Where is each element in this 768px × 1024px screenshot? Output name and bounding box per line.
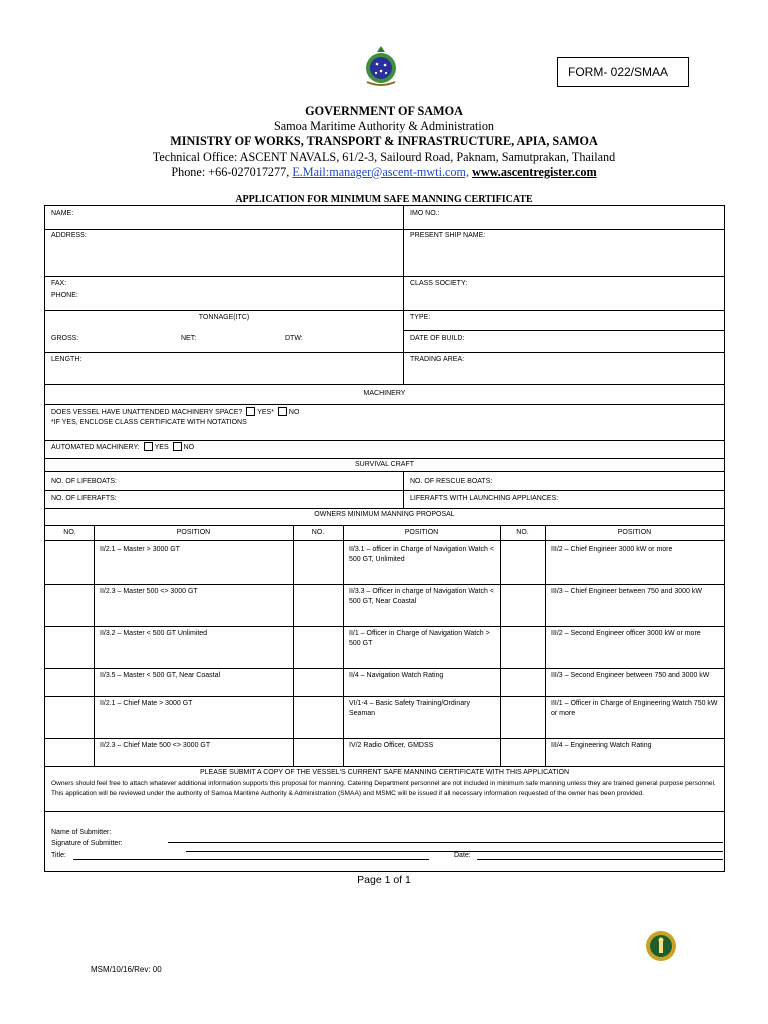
column-no-header: NO.	[516, 529, 529, 536]
position-cell: III/1 – Officer in Charge of Engineering Watch 750 kW or more	[551, 700, 718, 717]
column-divider	[343, 525, 344, 766]
position-cell: II/2.1 – Chief Mate > 3000 GT	[100, 700, 193, 707]
ship-name-label: PRESENT SHIP NAME:	[410, 232, 486, 239]
position-cell: II/3.3 – Officer in charge of Navigation Watch < 500 GT, Near Coastal	[349, 588, 494, 605]
header-authority: Samoa Maritime Authority & Administration	[273, 119, 495, 134]
row-divider	[45, 440, 724, 441]
submit-certificate-heading: PLEASE SUBMIT A COPY OF THE VESSEL'S CURRENT SAFE MANNING CERTIFICATE WITH THIS APPLICATION	[199, 769, 570, 776]
page-number: Page 1 of 1	[357, 874, 411, 886]
automated-machinery-row	[51, 442, 194, 453]
row-divider	[45, 738, 724, 739]
unattended-no-checkbox[interactable]	[278, 407, 287, 416]
date-label: Date:	[454, 852, 471, 859]
column-position-header: POSITION	[176, 529, 211, 536]
position-cell: VI/1-4 – Basic Safety Training/Ordinary Seaman	[349, 700, 470, 717]
position-cell: II/3.2 – Master < 500 GT Unlimited	[100, 630, 208, 637]
position-cell: III/4 – Engineering Watch Rating	[551, 742, 652, 749]
submit-instructions: Owners should feel free to attach whatever additional information supports this proposal for manning. Catering Department personnel are not included in minimum safe manning unless they are trained general purpose personnel. This application will be reviewed under the authority of Samoa Maritime Authority & Administration (SMAA) and MSMC will be issued if all necessary information requested of the owner has been provided.	[51, 780, 716, 797]
column-divider	[545, 525, 546, 766]
gross-label: GROSS:	[51, 335, 79, 342]
position-cell: II/1 – Officer in Charge of Navigation Watch > 500 GT	[349, 630, 490, 647]
imo-label: IMO NO.:	[410, 210, 440, 217]
position-cell: II/3.1 – officer in Charge of Navigation Watch < 500 GT, Unlimited	[349, 546, 494, 563]
stamp-badge-icon	[645, 930, 677, 962]
header-contact	[0, 165, 768, 180]
row-divider	[45, 384, 724, 385]
submitter-name-line[interactable]	[168, 842, 723, 843]
submitter-signature-label: Signature of Submitter:	[51, 840, 123, 847]
row-divider	[45, 540, 724, 541]
application-form	[44, 205, 725, 872]
row-divider	[45, 668, 724, 669]
survival-craft-heading: SURVIVAL CRAFT	[355, 461, 414, 468]
fax-label: FAX:	[51, 280, 67, 287]
column-no-header: NO.	[311, 529, 325, 536]
title-line[interactable]	[73, 859, 429, 860]
position-cell: II/2.1 – Master > 3000 GT	[100, 546, 180, 553]
unattended-machinery-label: DOES VESSEL HAVE UNATTENDED MACHINERY SPACE?	[51, 409, 243, 416]
unattended-machinery-question	[51, 407, 299, 418]
class-society-label: CLASS SOCIETY:	[410, 280, 468, 287]
automated-no-checkbox[interactable]	[173, 442, 182, 451]
dtw-label: DTW:	[285, 335, 303, 342]
unattended-yes-checkbox[interactable]	[246, 407, 255, 416]
position-cell: II/2.3 – Chief Mate 500 <> 3000 GT	[100, 742, 211, 749]
header-ministry: MINISTRY OF WORKS, TRANSPORT & INFRASTRUCTURE, APIA, SAMOA	[170, 134, 598, 149]
rescue-boats-label: NO. OF RESCUE BOATS:	[410, 478, 493, 485]
samoa-coat-of-arms-icon	[361, 44, 401, 88]
row-divider	[45, 508, 724, 509]
email-link[interactable]: E.Mail:manager@ascent-mwti.com,	[292, 164, 470, 179]
launching-appliances-label: LIFERAFTS WITH LAUNCHING APPLIANCES:	[410, 495, 559, 502]
document-revision-code: MSM/10/16/Rev: 00	[91, 965, 162, 974]
net-label: NET:	[181, 335, 197, 342]
header-government: GOVERNMENT OF SAMOA	[305, 104, 463, 118]
phone-label: PHONE:	[51, 292, 78, 299]
title-label: Title:	[51, 852, 66, 859]
position-cell: III/3 – Chief Engineer between 750 and 3000 kW	[551, 588, 702, 595]
row-divider	[45, 229, 724, 230]
automated-yes-label: YES	[154, 444, 169, 451]
unattended-no-label: NO	[288, 409, 300, 416]
position-cell: II/4 – Navigation Watch Rating	[349, 672, 444, 679]
type-label: TYPE:	[410, 314, 431, 321]
row-divider	[45, 626, 724, 627]
class-certificate-note: *IF YES, ENCLOSE CLASS CERTIFICATE WITH NOTATIONS	[51, 419, 247, 426]
position-cell: II/2.3 – Master 500 <> 3000 GT	[100, 588, 198, 595]
row-divider	[45, 458, 724, 459]
manning-proposal-heading: OWNERS MINIMUM MANNING PROPOSAL	[314, 511, 455, 518]
header-technical-office: Technical Office: ASCENT NAVALS, 61/2-3, Sailourd Road, Paknam, Samutprakan, Thailand	[152, 149, 616, 164]
row-divider	[45, 584, 724, 585]
position-cell: III/2 – Chief Engineer 3000 kW or more	[551, 546, 673, 553]
automated-yes-checkbox[interactable]	[144, 442, 153, 451]
application-title: APPLICATION FOR MINIMUM SAFE MANNING CERTIFICATE	[235, 194, 533, 205]
position-cell: II/3.5 – Master < 500 GT, Near Coastal	[100, 672, 221, 679]
name-label: NAME:	[51, 210, 74, 217]
column-divider	[403, 206, 404, 384]
address-label: ADDRESS:	[51, 232, 87, 239]
form-code-box: FORM- 022/SMAA	[557, 57, 689, 87]
row-divider	[45, 352, 724, 353]
column-no-header: NO.	[63, 529, 76, 536]
column-divider	[293, 525, 294, 766]
row-divider	[45, 766, 724, 767]
tonnage-heading: TONNAGE(ITC)	[198, 314, 250, 321]
website-link[interactable]: www.ascentregister.com	[472, 164, 597, 179]
column-divider	[500, 525, 501, 766]
row-divider	[45, 276, 724, 277]
row-divider	[45, 490, 724, 491]
length-label: LENGTH:	[51, 356, 82, 363]
position-cell: III/3 – Second Engineer between 750 and 3000 kW	[551, 672, 710, 679]
column-divider	[403, 471, 404, 508]
column-position-header: POSITION	[404, 529, 439, 536]
row-divider	[45, 811, 724, 812]
trading-area-label: TRADING AREA:	[410, 356, 465, 363]
header-phone: Phone: +66-027017277,	[171, 164, 293, 179]
row-divider	[45, 471, 724, 472]
machinery-heading: MACHINERY	[363, 390, 406, 397]
row-divider	[45, 525, 724, 526]
lifeboats-label: NO. OF LIFEBOATS:	[51, 478, 117, 485]
row-divider	[45, 696, 724, 697]
column-position-header: POSITION	[617, 529, 652, 536]
date-line[interactable]	[477, 859, 723, 860]
automated-machinery-label: AUTOMATED MACHINERY:	[51, 444, 140, 451]
document-header	[0, 104, 768, 180]
position-cell: III/2 – Second Engineer officer 3000 kW or more	[551, 630, 701, 637]
position-cell: IV/2 Radio Officer, GMDSS	[349, 742, 434, 749]
date-of-build-label: DATE OF BUILD:	[410, 335, 465, 342]
row-divider	[403, 330, 724, 331]
row-divider	[45, 310, 724, 311]
submitter-name-label: Name of Submitter:	[51, 829, 112, 836]
row-divider	[45, 404, 724, 405]
automated-no-label: NO	[183, 444, 195, 451]
unattended-yes-label: YES*	[257, 409, 274, 416]
liferafts-label: NO. OF LIFERAFTS:	[51, 495, 117, 502]
column-divider	[94, 525, 95, 766]
